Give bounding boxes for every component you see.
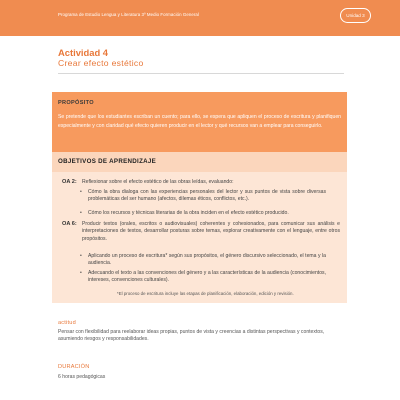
objective-text: Producir textos (orales, escritos o audiovisuales) coherentes y cohesionados, para comunicar sus análisis e interpretaciones de textos, desarrollar posturas sobre temas, explorar creativamente con el lenguaje, entre otros propósitos.: [82, 221, 340, 242]
header-bar: [0, 0, 400, 36]
bullet-dot-icon: •: [80, 270, 82, 276]
bullet-text: Cómo los recursos y técnicas literarias de la obra inciden en el efecto estético producido.: [88, 210, 289, 216]
unit-badge: Unidad 3: [340, 8, 371, 23]
title-divider: [58, 73, 344, 74]
bullet-dot-icon: •: [80, 210, 82, 216]
objectives-footnote: *El proceso de escritura incluye las etapas de planificación, elaboración, edición y revisión.: [117, 291, 294, 296]
purpose-heading: PROPÓSITO: [58, 100, 94, 106]
activity-number: Actividad 4: [58, 47, 109, 58]
bullet-dot-icon: •: [80, 253, 82, 259]
objective-bullet: [80, 253, 326, 268]
activity-title: Crear efecto estético: [58, 58, 144, 68]
bullet-text: Aplicando un proceso de escritura* según sus propósitos, el género discursivo seleccionado, el tema y la audiencia.: [88, 253, 326, 267]
duration-text: 6 horas pedagógicas: [58, 374, 106, 380]
attitude-label: actitud: [58, 320, 76, 326]
objective-bullet: [80, 270, 326, 285]
objective-bullet: [80, 210, 326, 217]
bullet-text: Adecuando el texto a las convenciones del género y a las características de la audiencia (conocimientos, intereses, convenciones culturales).: [88, 270, 326, 284]
program-title: Programa de Estudio Lengua y Literatura 3º Medio Formación General: [58, 12, 199, 17]
purpose-box: [52, 92, 347, 152]
objectives-box: [52, 152, 347, 303]
purpose-text: Se pretende que los estudiantes escriban un cuento; para ello, se espera que apliquen el proceso de escritura y planifiquen especialmente y con claridad qué efecto quieren producir en el lector y qué recursos van a emplear para conseguirlo.: [58, 114, 341, 129]
objectives-heading-band: [52, 152, 347, 172]
bullet-dot-icon: •: [80, 189, 82, 195]
attitude-text: Pensar con flexibilidad para reelaborar ideas propias, puntos de vista y creencias a distintas perspectivas y contextos, asumiendo riesgos y responsabilidades.: [58, 329, 325, 343]
objective-code: OA 6:: [62, 221, 77, 227]
objectives-heading: OBJETIVOS DE APRENDIZAJE: [58, 158, 157, 165]
objective-text: Reflexionar sobre el efecto estético de las obras leídas, evaluando:: [82, 179, 234, 185]
bullet-text: Cómo la obra dialoga con las experiencias personales del lector y sus puntos de vista sobre diversas problemáticas del ser humano (afectos, dilemas éticos, conflictos, etc.).: [88, 189, 326, 203]
objective-bullet: [80, 189, 326, 204]
duration-label: DURACIÓN: [58, 364, 90, 370]
objective-code: OA 2:: [62, 179, 77, 185]
